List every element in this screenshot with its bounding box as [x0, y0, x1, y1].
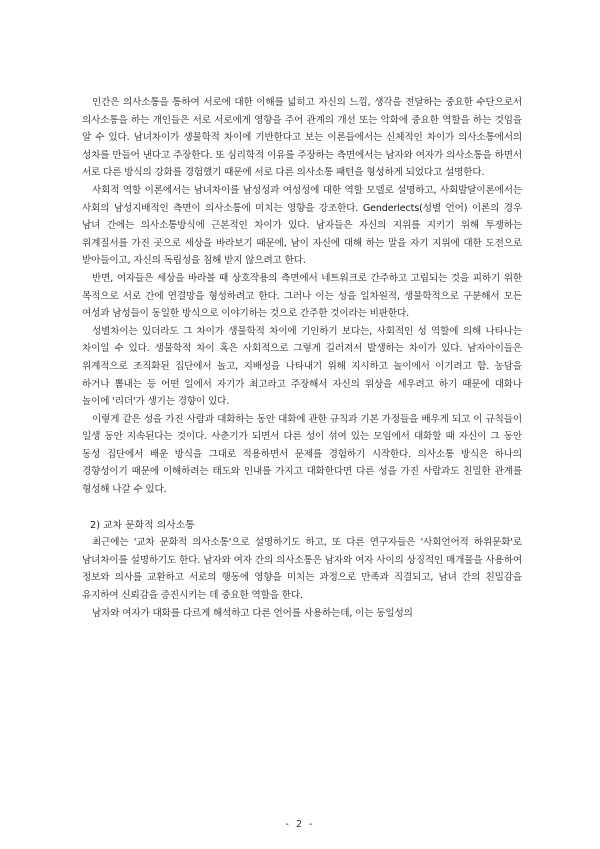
section-heading: 2) 교차 문화적 의사소통: [90, 519, 195, 531]
paragraph-women-network: 반면, 여자들은 세상을 바라볼 때 상호작용의 측면에서 네트워크로 간주하고 고립되는 것을 피하기 위한 목적으로 서로 간에 연결망을 형성하려고 한다. 그러나 이는 성을 일차원적, 생물학적으로 구분해서 모든 여성과 남성들이 동일한 방식으로 이야기하는 것으로 간주한 것이라는 비판한다.: [82, 272, 522, 320]
paragraph-communication-intro: 인간은 의사소통을 통하여 서로에 대한 이해를 넓히고 자신의 느낌, 생각을 전달하는 중요한 수단으로서 의사소통을 하는 개인들은 서로 서로에게 영향을 주어 관계의 개선 또는 악화에 중요한 역할을 하는 것임을 알 수 있다. 남녀차이가 생물학적 차이에 기반한다고 보는 이론들에서는 신체적인 차이가 의사소통에서의 성차를 만들어 낸다고 주장한다. 또 심리학적 이유를 주장하는 측면에서는 남자와 여자가 의사소통을 하면서 서로 다른 방식의 강화를 경험했기 때문에 서로 다른 의사소통 패턴을 형성하게 되었다고 설명한다.: [82, 97, 522, 179]
paragraph-same-sex-conversation: 이렇게 같은 성을 가진 사람과 대화하는 동안 대화에 관한 규칙과 기본 가정들을 배우게 되고 이 규칙들이 일생 동안 지속된다는 것이다. 사춘기가 되면서 다른 성이 섞여 있는 모임에서 대화할 때 자신이 그 동안 동성 집단에서 배운 방식을 그대로 적용하면서 문제를 경험하기 시작한다. 의사소통 방식은 하나의 경향성이기 때문에 이해하려는 태도와 인내를 가지고 대화한다면 다른 성을 가진 사람과도 친밀한 관계를 형성해 나갈 수 있다.: [82, 413, 522, 496]
paragraph-social-role-theory: 사회적 역할 이론에서는 남녀차이를 남성성과 여성성에 대한 역할 모델로 설명하고, 사회발달이론에서는 사회의 남성지배적인 측면이 의사소통에 미치는 영향을 강조한다. Genderlects(성별 언어) 이론의 경우 남녀 간에는 의사소통방식에 근본적인 차이가 있다. 남자들은 자신의 지위를 지키기 위해 투쟁하는 위계질서를 가진 곳으로 세상을 바라보기 때문에, 남이 자신에 대해 하는 말을 자기 지위에 대한 도전으로 받아들이고, 자신의 독립성을 침해 받지 않으려고 한다.: [82, 184, 522, 267]
paragraph-gender-differences: 성별차이는 있더라도 그 차이가 생물학적 차이에 기인하기 보다는, 사회적인 성 역할에 의해 나타나는 차이일 수 있다. 생물학적 차이 혹은 사회적으로 그렇게 길러져서 발생하는 차이가 있다. 남자아이들은 위계적으로 조직화된 집단에서 놀고, 지배성을 나타내기 위해 지시하고 놀이에서 이기려고 함. 농담을 하거나 뽐내는 등 어떤 일에서 자기가 최고라고 주장해서 자신의 위상을 세우려고 하기 때문에 대화나 놀이에 '리더'가 생기는 경향이 있다.: [82, 325, 522, 408]
paragraph-interpretation: 남자와 여자가 대화를 다르게 해석하고 다른 언어를 사용하는데, 이는 동일성의: [92, 607, 413, 619]
document-body: [82, 94, 522, 622]
paragraph-cross-cultural: 최근에는 '교차 문화적 의사소통'으로 설명하기도 하고, 또 다른 연구자들은 '사회언어적 하위문화'로 남녀차이를 설명하기도 한다. 남자와 여자 간의 의사소통은 남자와 여자 사이의 상징적인 매개물을 사용하여 정보와 의사를 교환하고 서로의 행동에 영향을 미치는 과정으로 만족과 직결되고, 남녀 간의 친밀감을 유지하여 신뢰감을 증진시키는 데 중요한 역할을 한다.: [82, 537, 522, 602]
page-number: - 2 -: [285, 819, 315, 830]
